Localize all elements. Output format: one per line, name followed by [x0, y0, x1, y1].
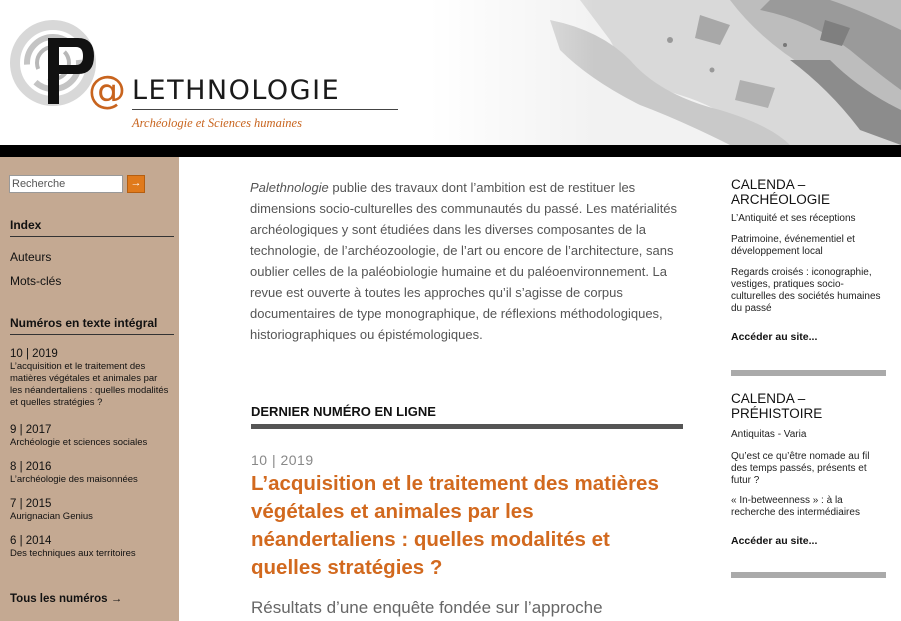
issue-title: Archéologie et sciences sociales [10, 437, 148, 448]
header-black-band [0, 145, 901, 157]
calenda-archeologie-block [731, 177, 886, 343]
issue-title: Aurignacian Genius [10, 511, 93, 522]
issue-number: 9 | 2017 [10, 424, 52, 436]
index-divider [10, 236, 174, 237]
index-link-keywords[interactable]: Mots-clés [10, 274, 62, 288]
issue-item[interactable] [10, 423, 170, 449]
calenda-item[interactable]: Patrimoine, événementiel et développement local [731, 234, 855, 257]
calenda-access-link[interactable]: Accéder au site... [731, 331, 818, 343]
calenda-block-title[interactable]: CALENDA – PRÉHISTOIRE [731, 391, 823, 421]
issue-number: 10 | 2019 [10, 348, 58, 360]
logo-tagline: Archéologie et Sciences humaines [132, 116, 302, 130]
logo-wordmark: LETHNOLOGIE [132, 75, 341, 106]
issues-divider [10, 334, 174, 335]
logo-at-sign: @ [88, 68, 126, 112]
calenda-item[interactable]: Antiquitas - Varia [731, 429, 807, 440]
index-link-authors[interactable]: Auteurs [10, 250, 52, 264]
latest-issue-title[interactable]: L’acquisition et le traitement des matières végétales et animales par les néandertaliens : quelles modalités et quelles stratégies ? [251, 472, 659, 579]
right-column-divider [731, 572, 886, 578]
journal-intro [250, 177, 690, 345]
issue-item[interactable] [10, 347, 170, 409]
calenda-block-title[interactable]: CALENDA – ARCHÉOLOGIE [731, 177, 831, 207]
latest-issue-heading: DERNIER NUMÉRO EN LIGNE [251, 404, 436, 419]
issue-title: L’acquisition et le traitement des matières végétales et animales par les néandertaliens : quelles modalités et quelles stratégies ? [10, 361, 169, 408]
calenda-access-link[interactable]: Accéder au site... [731, 535, 818, 547]
issue-number: 8 | 2016 [10, 461, 52, 473]
issue-title: L’archéologie des maisonnées [10, 474, 138, 485]
calenda-item[interactable]: « In-betweenness » : à la recherche des intermédiaires [731, 495, 860, 518]
right-column-divider [731, 370, 886, 376]
issue-item[interactable] [10, 460, 170, 486]
all-issues-link[interactable]: Tous les numéros → [10, 593, 123, 605]
arrow-right-icon: → [130, 177, 142, 189]
issue-item[interactable] [10, 534, 170, 560]
header-map-illustration [430, 0, 901, 145]
search-button[interactable] [127, 175, 145, 193]
issues-heading: Numéros en texte intégral [10, 316, 158, 330]
sidebar [0, 157, 179, 621]
calenda-item[interactable]: Regards croisés : iconographie, vestiges, pratiques socio-culturelles des sociétés humaines du passé [731, 267, 881, 314]
index-heading: Index [10, 218, 42, 232]
issue-number: 6 | 2014 [10, 535, 52, 547]
intro-text: publie des travaux dont l’ambition est de restituer les dimensions socio-culturelles des communautés du passé. Les matérialités archéologiques y sont étudiées dans les diverses composantes de la technologie, de l’archéozoologie, de l’art ou encore de l’architecture, sans oublier celles de la paléobiologie humaine et du paléoenvironnement. La revue est ouverte à toutes les approches qu’il s’agisse de corpus documentaires de type monographique, de réflexions méthodologiques, historiographiques ou épistémologiques. [250, 180, 678, 342]
logo-underline [132, 109, 398, 110]
issue-title: Des techniques aux territoires [10, 548, 136, 559]
journal-name: Palethnologie [250, 180, 329, 195]
search-input[interactable] [9, 175, 123, 193]
site-header [0, 0, 901, 145]
calenda-item[interactable]: L’Antiquité et ses réceptions [731, 213, 856, 224]
latest-issue-number: 10 | 2019 [251, 452, 314, 468]
calenda-prehistoire-block [731, 391, 886, 547]
latest-issue-divider [251, 424, 683, 429]
calenda-item[interactable]: Qu’est ce qu’être nomade au fil des temps passés, présents et futur ? [731, 451, 870, 486]
issue-item[interactable] [10, 497, 170, 523]
issue-number: 7 | 2015 [10, 498, 52, 510]
latest-issue-subtitle: Résultats d’une enquête fondée sur l’approche [251, 598, 603, 617]
